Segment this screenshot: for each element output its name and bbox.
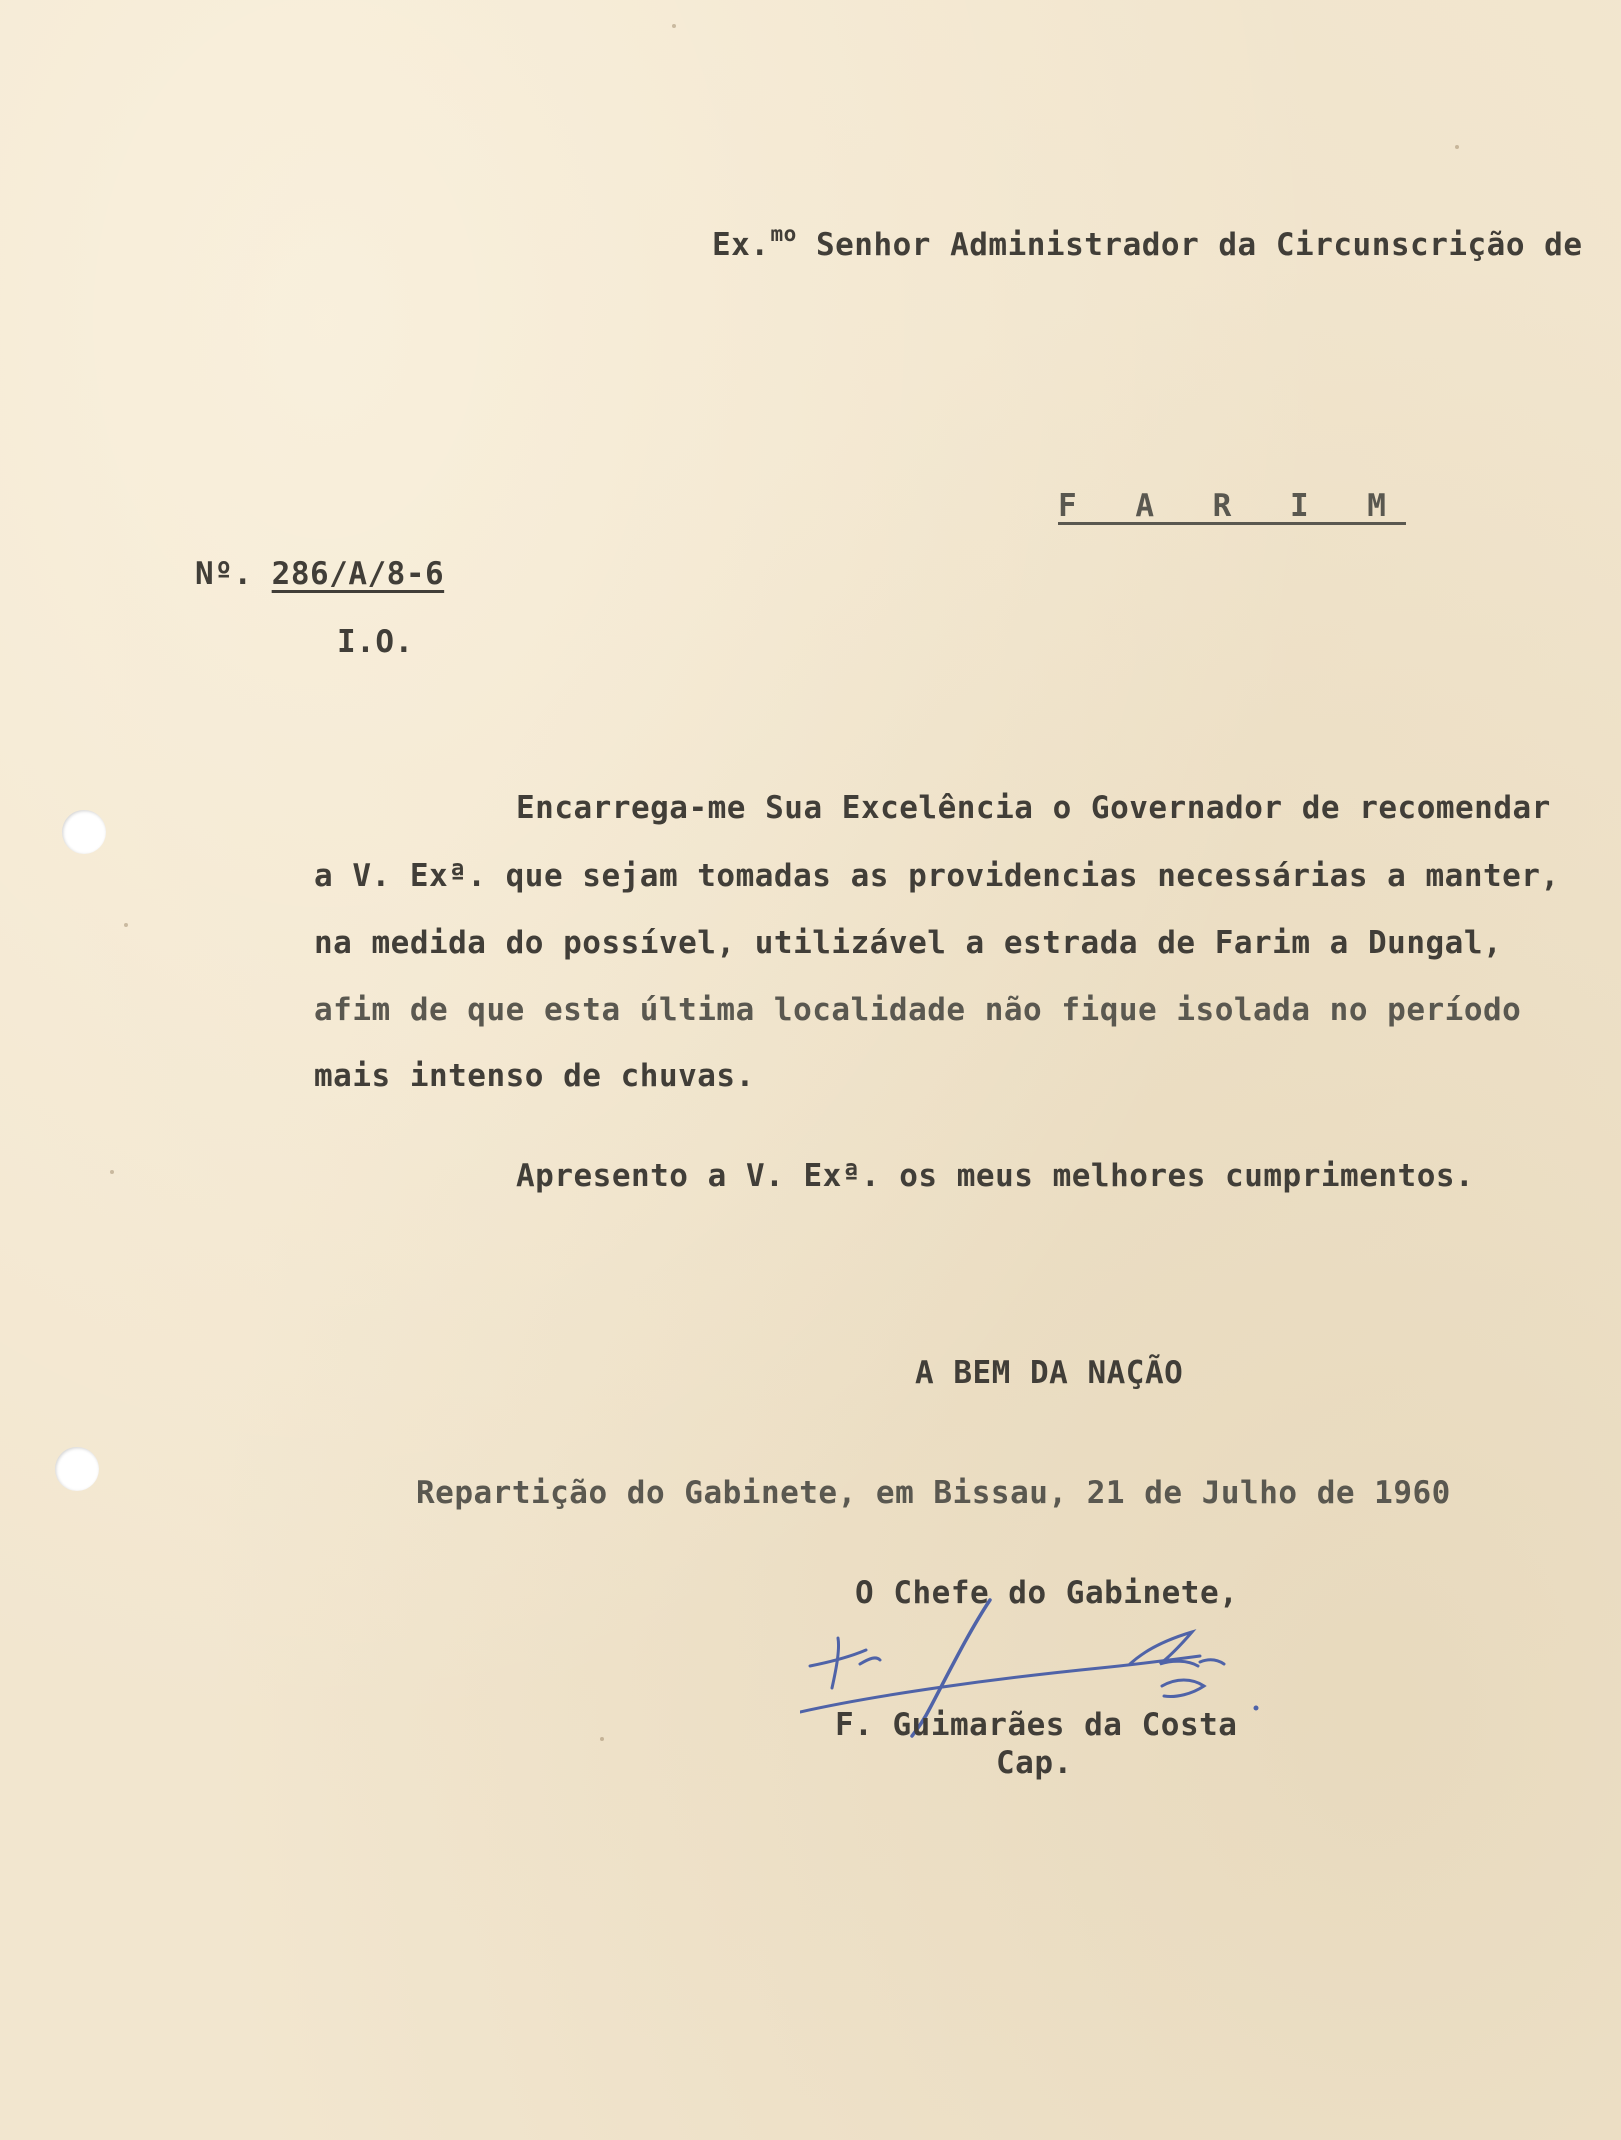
place-date: Repartição do Gabinete, em Bissau, 21 de Julho de 1960 <box>416 1475 1451 1511</box>
paper-speck <box>124 923 128 927</box>
number-label: Nº. <box>195 556 253 592</box>
paper-speck <box>672 24 676 28</box>
salutation-prefix: Ex. <box>712 227 770 263</box>
body-line: Encarrega-me Sua Excelência o Governador de recomendar <box>516 790 1551 826</box>
salutation <box>712 222 1583 263</box>
document-number <box>195 556 444 592</box>
salutation-superscript: mo <box>770 222 797 246</box>
punch-hole-bottom <box>55 1447 99 1491</box>
paper-speck <box>110 1170 114 1174</box>
signatory-rank: Cap. <box>996 1745 1073 1781</box>
body-line: a V. Exª. que sejam tomadas as providencias necessárias a manter, <box>314 858 1560 894</box>
reference: I.O. <box>337 624 414 660</box>
signatory-title: O Chefe do Gabinete, <box>855 1575 1239 1611</box>
signatory-name: F. Guimarães da Costa <box>835 1707 1238 1743</box>
paper-speck <box>1455 145 1459 149</box>
destination-text: F A R I M <box>1058 488 1406 524</box>
paper-speck <box>600 1737 604 1741</box>
motto: A BEM DA NAÇÃO <box>915 1355 1184 1391</box>
body-line: na medida do possível, utilizável a estrada de Farim a Dungal, <box>314 925 1503 961</box>
number-value: 286/A/8-6 <box>271 556 445 592</box>
punch-hole-top <box>62 810 106 854</box>
body-line: mais intenso de chuvas. <box>314 1058 755 1094</box>
body-line: afim de que esta última localidade não fique isolada no período <box>314 992 1522 1028</box>
closing: Apresento a V. Exª. os meus melhores cumprimentos. <box>516 1158 1475 1194</box>
salutation-rest: Senhor Administrador da Circunscrição de <box>796 227 1583 263</box>
destination <box>1058 488 1406 524</box>
